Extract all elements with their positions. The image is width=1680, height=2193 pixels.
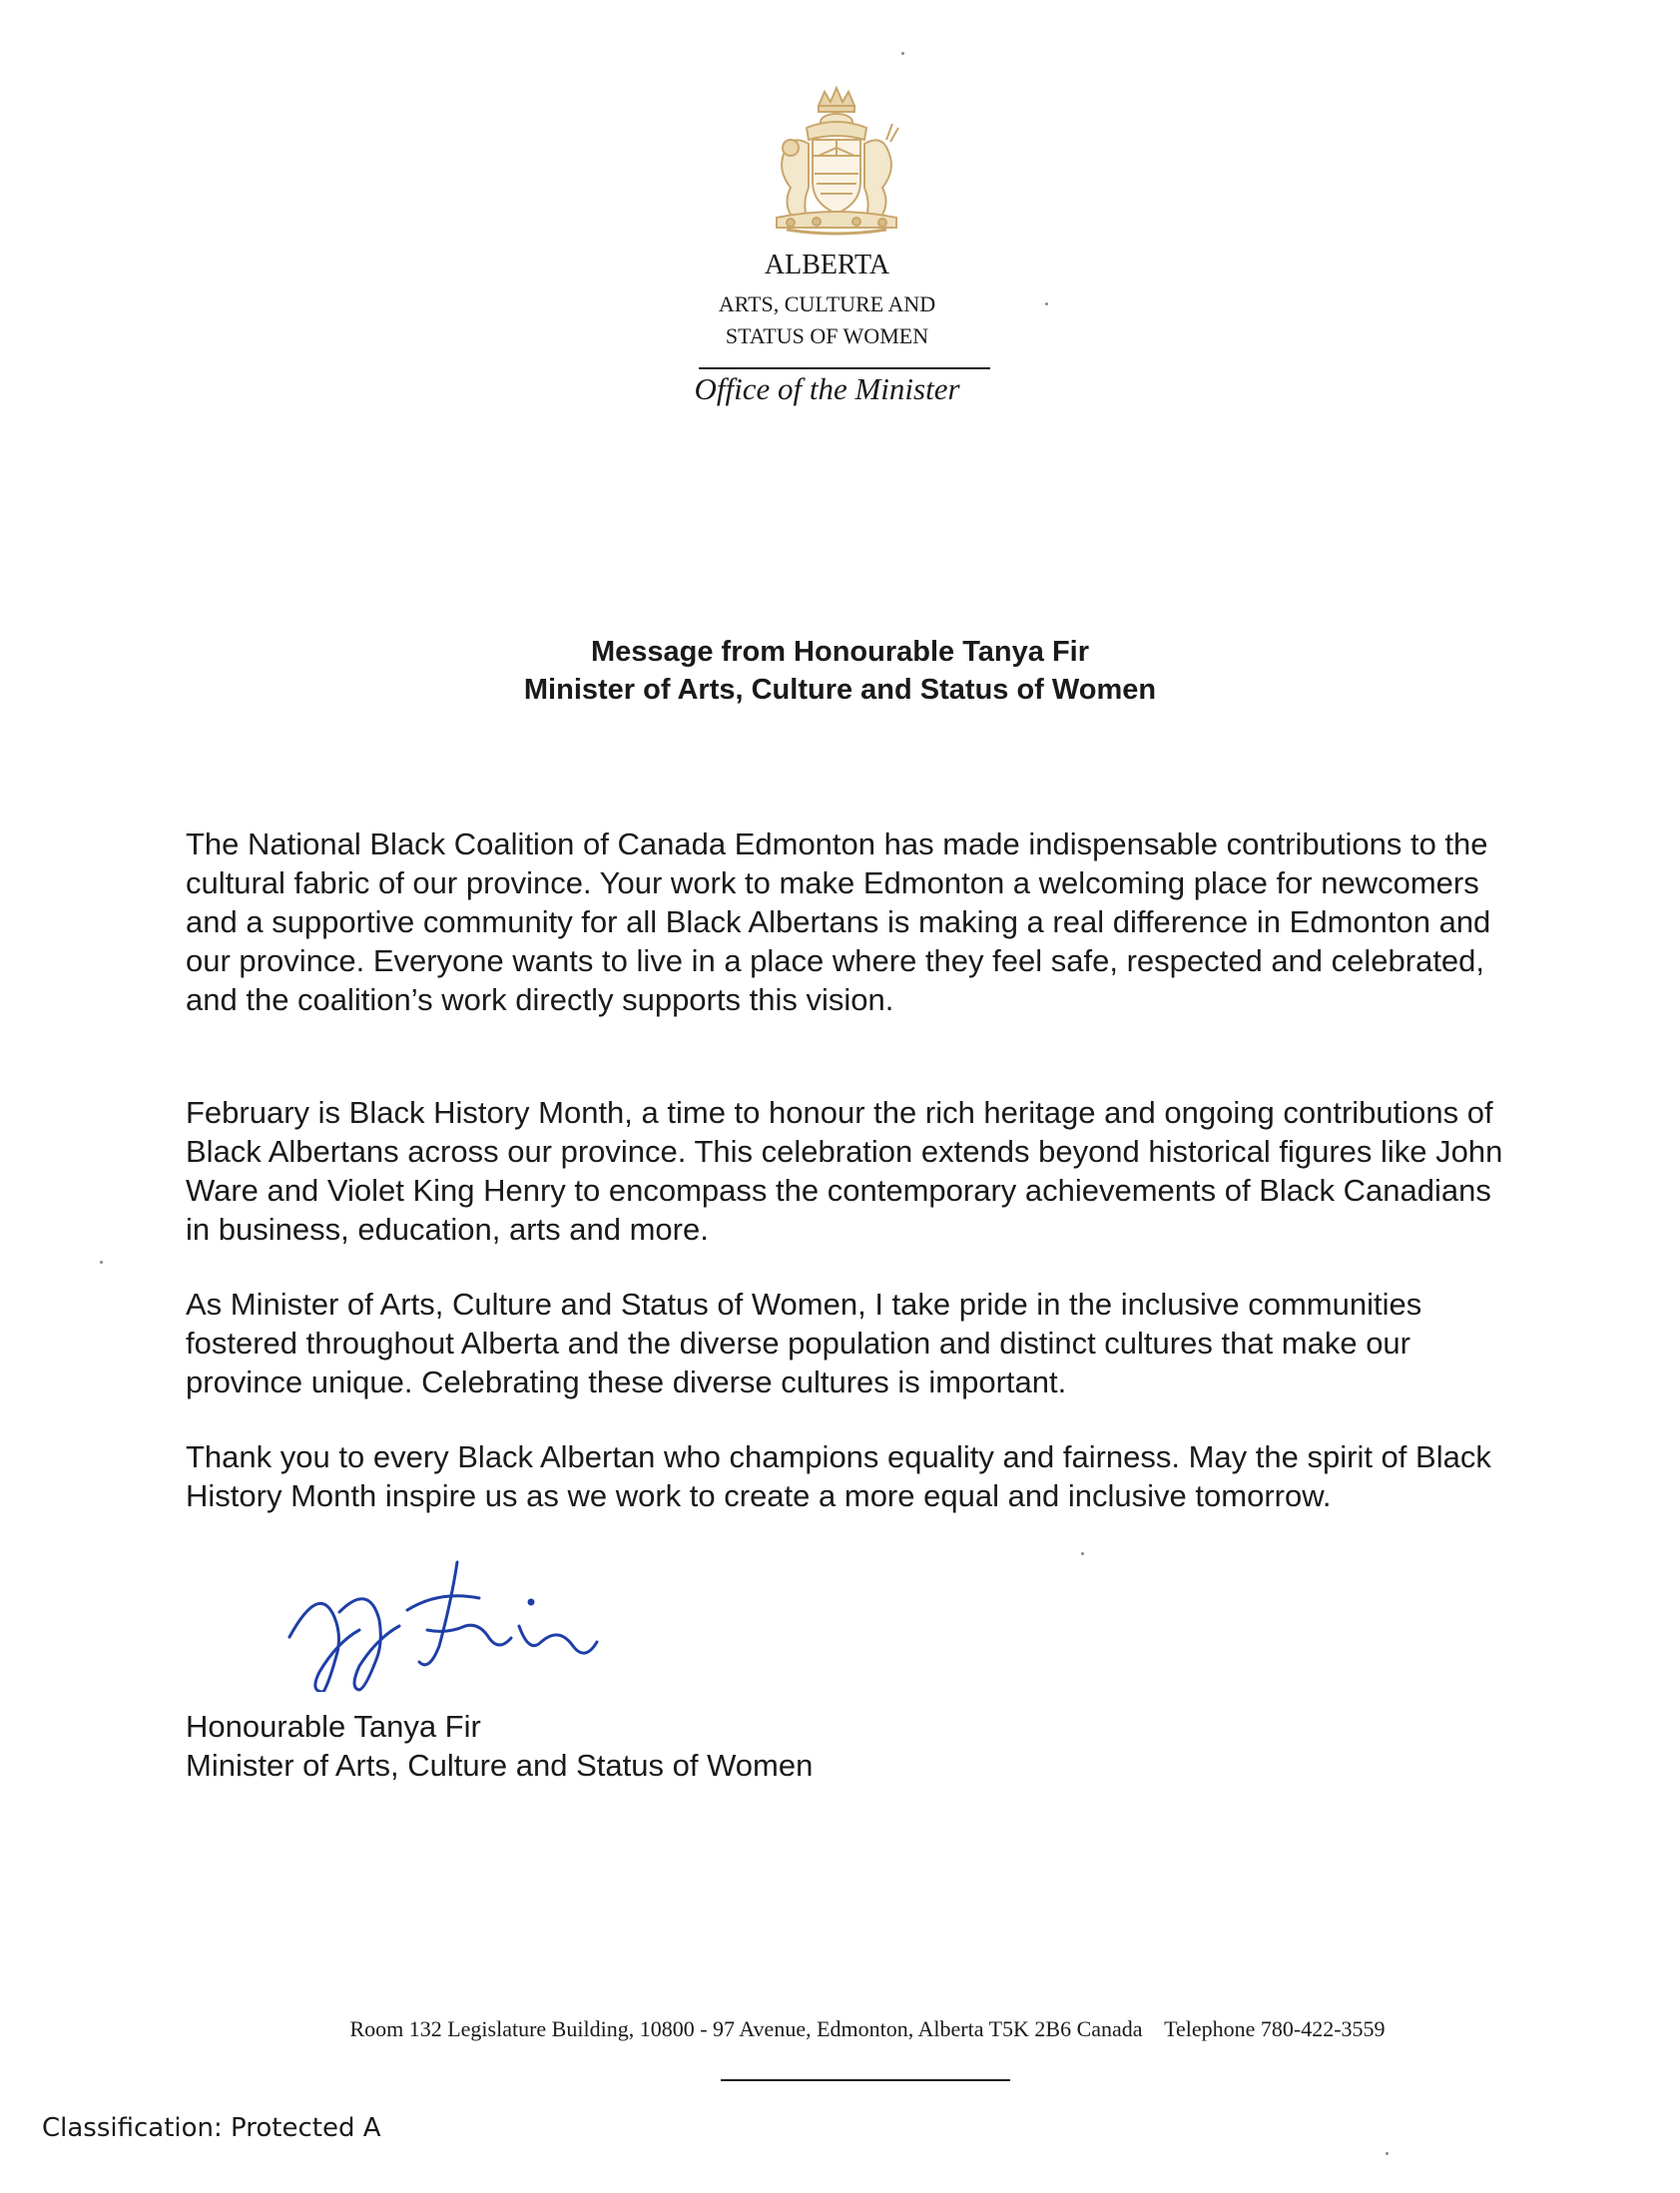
ministry-name-line-2: STATUS OF WOMEN [725, 323, 929, 348]
footer-address-text: Room 132 Legislature Building, 10800 - 97 Avenue, Edmonton, Alberta T5K 2B6 Canada [349, 2016, 1143, 2041]
ministry-name-line-1: ARTS, CULTURE AND [718, 291, 936, 316]
classification-label: Classification: Protected A [42, 2113, 381, 2143]
body-paragraph: As Minister of Arts, Culture and Status of Women, I take pride in the inclusive communities fostered throughout Alberta and the diverse population and distinct cultures that make our province unique. Celebrating these diverse cultures is important. [186, 1287, 1422, 1399]
scan-speck [901, 52, 904, 55]
body-paragraph: Thank you to every Black Albertan who champions equality and fairness. May the spirit of Black History Month inspire us as we work to create a more equal and inclusive tomorrow. [186, 1439, 1491, 1513]
alberta-crest-icon [747, 78, 926, 238]
letterhead-divider [699, 367, 990, 369]
handwritten-signature [280, 1542, 649, 1692]
footer-telephone: Telephone 780-422-3559 [1164, 2016, 1386, 2041]
footer-address [0, 2016, 1680, 2042]
scan-speck [1081, 1552, 1084, 1555]
province-name: ALBERTA [764, 250, 890, 280]
scan-speck [100, 1261, 103, 1264]
signer-name: Honourable Tanya Fir [186, 1709, 481, 1744]
body-paragraph: The National Black Coalition of Canada Edmonton has made indispensable contributions to the cultural fabric of our province. Your work to make Edmonton a welcoming place for newcomers and a supportive community for all Black Albertans is making a real difference in Edmonton and our province. Everyone wants to live in a place where they feel safe, respected and celebrated, and the coalition’s work directly supports this vision. [186, 826, 1491, 1017]
signer-title: Minister of Arts, Culture and Status of Women [186, 1748, 814, 1783]
footer-divider [721, 2079, 1010, 2081]
scan-speck [1386, 2152, 1389, 2155]
message-subtitle: Minister of Arts, Culture and Status of Women [523, 674, 1157, 706]
scan-speck [1045, 302, 1048, 305]
message-title: Message from Honourable Tanya Fir [590, 636, 1090, 668]
body-paragraph: February is Black History Month, a time to honour the rich heritage and ongoing contributions of Black Albertans across our province. This celebration extends beyond historical figures like John Ware and Violet King Henry to encompass the contemporary achievements of Black Canadians in business, education, arts and more. [186, 1095, 1503, 1247]
office-name: Office of the Minister [694, 371, 960, 406]
